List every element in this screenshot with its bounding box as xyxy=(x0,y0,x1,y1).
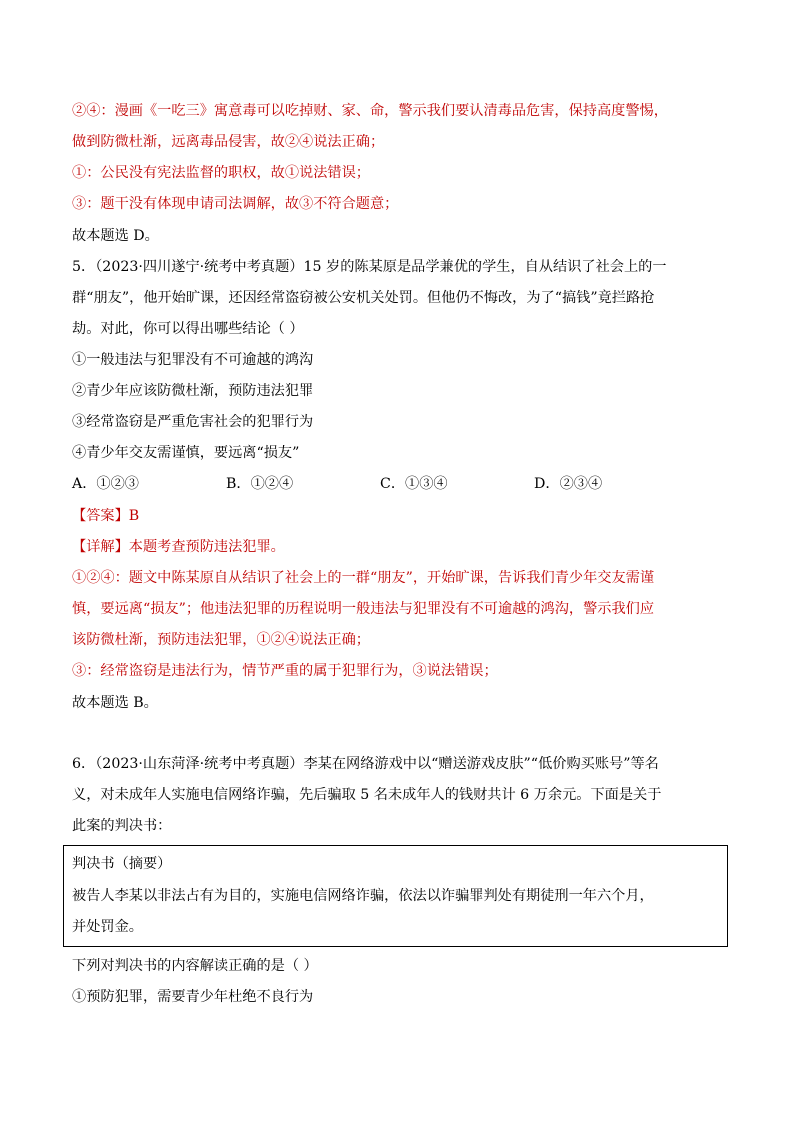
q6-stem-line-3: 此案的判决书： xyxy=(72,818,172,834)
q4-conclusion: 故本题选 D。 xyxy=(72,228,159,244)
q5-option-b: B．①②④ xyxy=(226,476,294,492)
judgment-text-line-2: 并处罚金。 xyxy=(72,919,143,935)
q5-stem-line-1: 5．（2023·四川遂宁·统考中考真题）15 岁的陈某原是品学兼优的学生，自从结识了社会上的一 xyxy=(72,259,667,275)
q4-analysis-line-4: ③：题干没有体现申请司法调解，故③不符合题意； xyxy=(72,196,399,212)
q5-option-d: D．②③④ xyxy=(534,476,603,492)
q5-detail: 【详解】本题考查预防违法犯罪。 xyxy=(72,539,285,555)
q4-analysis-line-3: ①：公民没有宪法监督的职权，故①说法错误； xyxy=(72,165,370,181)
q5-statement-3: ③经常盗窃是严重危害社会的犯罪行为 xyxy=(72,414,314,430)
q6-statement-1: ①预防犯罪，需要青少年杜绝不良行为 xyxy=(72,989,314,1005)
judgment-title: 判决书（摘要） xyxy=(72,856,172,872)
q5-stem-line-3: 劫。对此，你可以得出哪些结论（ ） xyxy=(72,321,304,337)
q4-analysis-line-1: ②④：漫画《一吃三》寓意毒可以吃掉财、家、命，警示我们要认清毒品危害，保持高度警惕， xyxy=(72,103,668,119)
q6-question: 下列对判决书的内容解读正确的是（ ） xyxy=(72,958,318,974)
q5-statement-2: ②青少年应该防微杜渐，预防违法犯罪 xyxy=(72,383,314,399)
q5-option-c: C．①③④ xyxy=(380,476,448,492)
q5-statement-4: ④青少年交友需谨慎，要远离“损友” xyxy=(72,445,300,461)
q5-option-a: A．①②③ xyxy=(72,476,139,492)
judgment-box xyxy=(63,845,728,947)
q5-analysis-line-3: 该防微杜渐，预防违法犯罪，①②④说法正确； xyxy=(72,632,370,648)
q5-analysis-line-4: ③：经常盗窃是违法行为，情节严重的属于犯罪行为，③说法错误； xyxy=(72,663,498,679)
q5-conclusion: 故本题选 B。 xyxy=(72,695,158,711)
q5-analysis-line-1: ①②④：题文中陈某原自从结识了社会上的一群“朋友”，开始旷课，告诉我们青少年交友需谨 xyxy=(72,570,655,586)
q4-analysis-line-2: 做到防微杜渐，远离毒品侵害，故②④说法正确； xyxy=(72,134,385,150)
q5-analysis-line-2: 慎，要远离“损友”；他违法犯罪的历程说明一般违法与犯罪没有不可逾越的鸿沟，警示我们应 xyxy=(72,601,655,617)
q6-stem-line-1: 6．（2023·山东菏泽·统考中考真题）李某在网络游戏中以“赠送游戏皮肤”“低价购买账号”等名 xyxy=(72,756,659,772)
q5-answer: 【答案】B xyxy=(72,508,140,524)
q5-statement-1: ①一般违法与犯罪没有不可逾越的鸿沟 xyxy=(72,352,314,368)
q5-stem-line-2: 群“朋友”，他开始旷课，还因经常盗窃被公安机关处罚。但他仍不悔改，为了“搞钱”竟拦路抢 xyxy=(72,290,655,306)
judgment-text-line-1: 被告人李某以非法占有为目的，实施电信网络诈骗，依法以诈骗罪判处有期徒刑一年六个月， xyxy=(72,888,654,904)
q6-stem-line-2: 义，对未成年人实施电信网络诈骗，先后骗取 5 名未成年人的钱财共计 6 万余元。下面是关于 xyxy=(72,787,662,803)
